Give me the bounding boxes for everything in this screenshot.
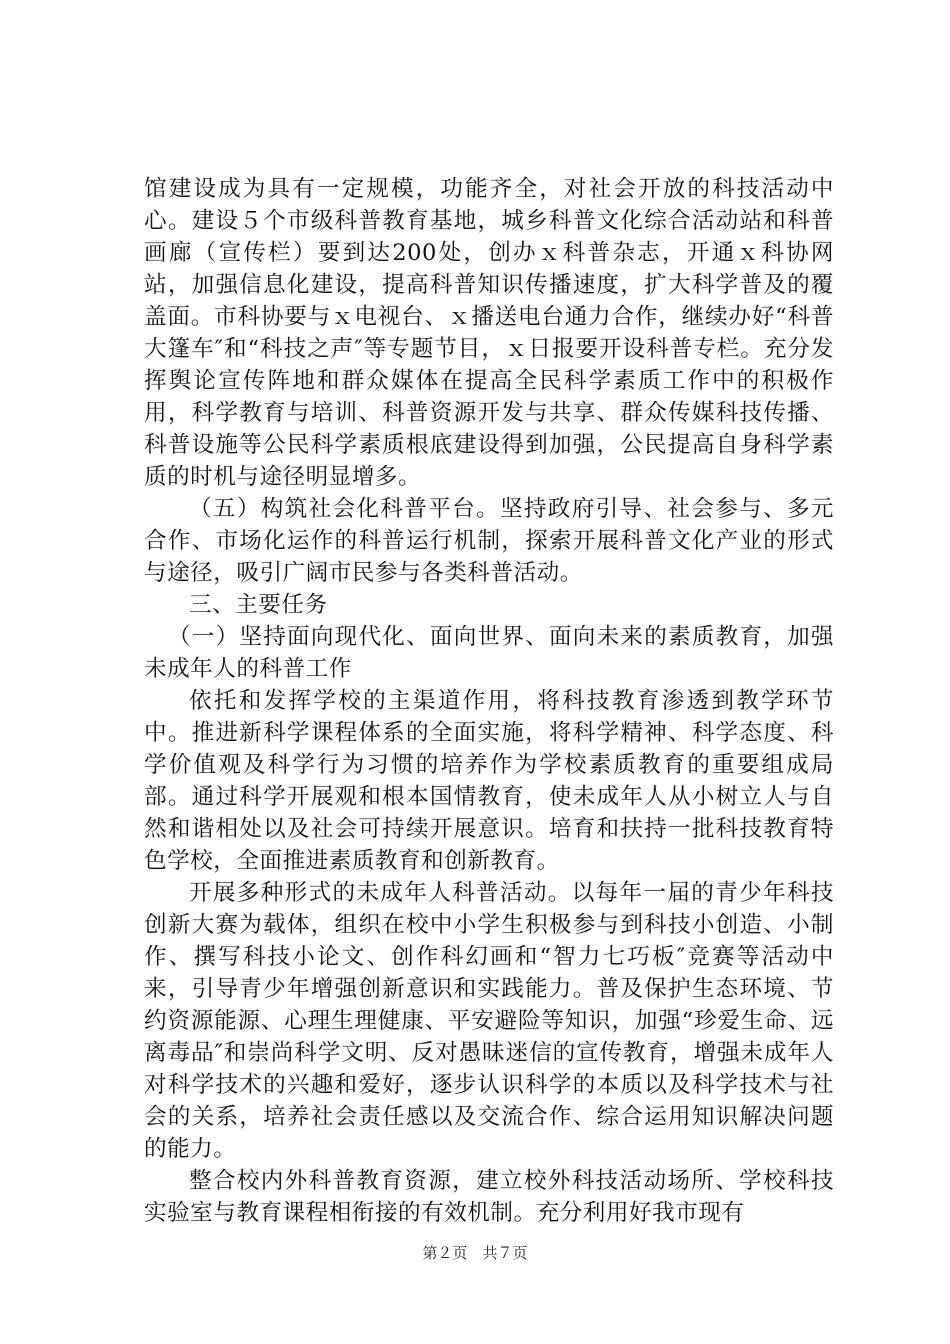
- paragraph-social-platform: （五）构筑社会化科普平台。坚持政府引导、社会参与、多元合作、市场化运作的科普运行机制，探索开展科普文化产业的形式与途径，吸引广阔市民参与各类科普活动。: [144, 496, 834, 586]
- document-body: [144, 173, 834, 1229]
- page-number-footer: 第２页 共７页: [422, 1244, 528, 1262]
- section-heading-main-tasks: 三、主要任务: [189, 592, 328, 618]
- paragraph-resources: 整合校内外科普教育资源，建立校外科技活动场所、学校科技实验室与教育课程相衔接的有效机制。充分利用好我市现有: [144, 1168, 834, 1226]
- paragraph-activities: 开展多种形式的未成年人科普活动。以每年一届的青少年科技创新大赛为载体，组织在校中小学生积极参与到科技小创造、小制作、撰写科技小论文、创作科幻画和“智力七巧板″竞赛等活动中来，引导青少年增强创新意识和实践能力。普及保护生态环境、节约资源能源、心理生理健康、平安避险等知识，加强“珍爱生命、远离毒品″和崇尚科学文明、反对愚昧迷信的宣传教育，增强未成年人对科学技术的兴趣和爱好，逐步认识科学的本质以及科学技术与社会的关系，培养社会责任感以及交流合作、综合运用知识解决问题的能力。: [144, 880, 834, 1162]
- paragraph-continuation: 馆建设成为具有一定规模，功能齐全，对社会开放的科技活动中心。建设５个市级科普教育基地，城乡科普文化综合活动站和科普画廊（宣传栏）要到达200处，创办ｘ科普杂志，开通ｘ科协网站，加强信息化建设，提高科普知识传播速度，扩大科学普及的覆盖面。市科协要与ｘ电视台、ｘ播送电台通力合作，继续办好“科普大篷车″和“科技之声″等专题节目，ｘ日报要开设科普专栏。充分发挥舆论宣传阵地和群众媒体在提高全民科学素质工作中的积极作用，科学教育与培训、科普资源开发与共享、群众传媒科技传播、科普设施等公民科学素质根底建设得到加强，公民提高自身科学素质的时机与途径明显增多。: [144, 176, 834, 490]
- subsection-heading-minors: （一）坚持面向现代化、面向世界、面向未来的素质教育，加强未成年人的科普工作: [144, 624, 834, 682]
- paragraph-school-channel: 依托和发挥学校的主渠道作用，将科技教育渗透到教学环节中。推进新科学课程体系的全面实施，将科学精神、科学态度、科学价值观及科学行为习惯的培养作为学校素质教育的重要组成局部。通过科学开展观和根本国情教育，使未成年人从小树立人与自然和谐相处以及社会可持续开展意识。培育和扶持一批科技教育特色学校，全面推进素质教育和创新教育。: [144, 688, 834, 874]
